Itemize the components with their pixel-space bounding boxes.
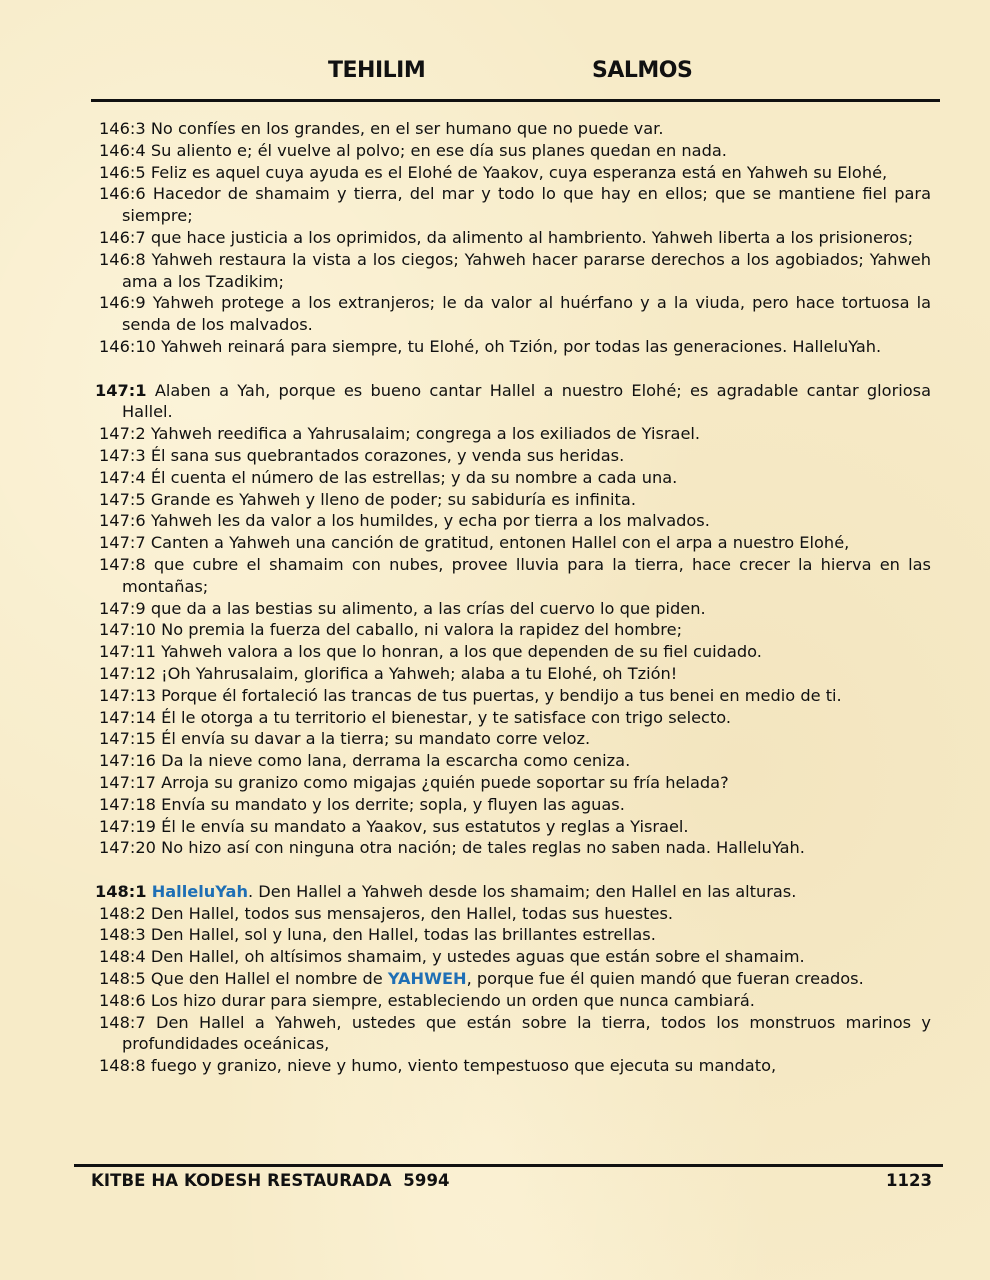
verse [95, 380, 931, 424]
header-title-right: SALMOS [592, 58, 693, 83]
verse [95, 750, 931, 772]
verse-number: 146:3 [99, 119, 146, 138]
section-gap [95, 859, 931, 881]
verse-number: 147:17 [99, 772, 156, 792]
verse-text: ¡Oh Yahrusalaim, glorifica a Yahweh; alaba a tu Elohé, oh Tzión! [161, 663, 678, 683]
page-header [0, 58, 990, 90]
verse [95, 924, 931, 946]
verse-text: Los hizo durar para siempre, estableciendo un orden que nunca cambiará. [150, 990, 755, 1010]
verse [95, 707, 931, 729]
verse-text: Den Hallel a Yahweh, ustedes que están sobre la tierra, todos los monstruos marinos y profundidades oceánicas, [122, 1012, 931, 1054]
verse [95, 554, 931, 598]
verse-number: 147:7 [99, 533, 146, 553]
verse [95, 1055, 931, 1077]
verse-number: 148:1 [95, 881, 147, 901]
verse-number: 147:1 [95, 380, 147, 400]
verse [95, 227, 931, 249]
verse-text: Feliz es aquel cuya ayuda es el Elohé de Yaakov, cuya esperanza está en Yahweh su Elohé, [150, 162, 888, 182]
verse-text: Yahweh valora a los que lo honran, a los que dependen de su fiel cuidado. [161, 642, 762, 662]
verse [95, 728, 931, 750]
verse-number: 147:19 [99, 816, 156, 836]
verse-text: Arroja su granizo como migajas ¿quién puede soportar su fría helada? [161, 772, 729, 792]
verse-text: Yahweh les da valor a los humildes, y echa por tierra a los malvados. [150, 511, 710, 531]
verse-number: 147:10 [99, 620, 156, 640]
verse-number: 148:6 [99, 990, 146, 1010]
verse-content [95, 118, 931, 1077]
verse [95, 990, 931, 1012]
verse [95, 837, 931, 859]
verse-number: 147:20 [99, 838, 156, 858]
verse-text: Él cuenta el número de las estrellas; y da su nombre a cada una. [150, 467, 678, 487]
verse-number: 147:15 [99, 729, 156, 749]
verse [95, 881, 931, 903]
verse [95, 489, 931, 511]
verse-number: 147:14 [99, 707, 156, 727]
verse-text: Canten a Yahweh una canción de gratitud, entonen Hallel con el arpa a nuestro Elohé, [150, 533, 850, 553]
verse-number: 146:10 [99, 336, 156, 356]
verse-text: No confíes en los grandes, en el ser humano que no puede var. [150, 119, 664, 138]
header-rule [91, 99, 940, 102]
verse [95, 1012, 931, 1056]
verse-number: 146:5 [99, 162, 146, 182]
verse-text: Yahweh restaura la vista a los ciegos; Yahweh hacer pararse derechos a los agobiados; Yahweh ama a los Tzadikim; [122, 249, 931, 291]
verse [95, 336, 931, 358]
verse-text: Alaben a Yah, porque es bueno cantar Hallel a nuestro Elohé; es agradable cantar gloriosa Hallel. [122, 380, 931, 422]
verse-text: Porque él fortaleció las trancas de tus puertas, y bendijo a tus benei en medio de ti. [161, 685, 842, 705]
verse [95, 140, 931, 162]
verse-number: 146:4 [99, 140, 146, 160]
verse-text: Él envía su davar a la tierra; su mandato corre veloz. [161, 729, 591, 749]
verse-number: 147:16 [99, 751, 156, 771]
verse-text: . Den Hallel a Yahweh desde los shamaim; den Hallel en las alturas. [248, 881, 797, 901]
footer-book-title: KITBE HA KODESH RESTAURADA 5994 [91, 1171, 450, 1190]
verse [95, 946, 931, 968]
verse [95, 183, 931, 227]
verse [95, 968, 931, 990]
verse-number: 147:6 [99, 511, 146, 531]
verse-number: 146:7 [99, 227, 146, 247]
verse-number: 146:6 [99, 184, 146, 204]
page-number: 1123 [886, 1171, 932, 1190]
verse [95, 118, 931, 140]
verse-text: Da la nieve como lana, derrama la escarcha como ceniza. [161, 751, 631, 771]
section-gap [95, 358, 931, 380]
verse-text: fuego y granizo, nieve y humo, viento tempestuoso que ejecuta su mandato, [150, 1056, 777, 1076]
verse-number: 147:9 [99, 598, 146, 618]
verse-number: 148:5 [99, 969, 146, 989]
verse [95, 772, 931, 794]
verse-text: Envía su mandato y los derrite; sopla, y fluyen las aguas. [161, 794, 625, 814]
footer-rule [74, 1164, 943, 1167]
verse [95, 532, 941, 554]
verse [95, 794, 931, 816]
verse-text: Den Hallel, todos sus mensajeros, den Hallel, todas sus huestes. [150, 903, 674, 923]
verse-text: Den Hallel, oh altísimos shamaim, y ustedes aguas que están sobre el shamaim. [150, 947, 805, 967]
highlighted-name: HalleluYah [151, 881, 248, 901]
verse [95, 903, 931, 925]
verse-text: Grande es Yahweh y lleno de poder; su sabiduría es infinita. [150, 489, 636, 509]
verse-number: 147:18 [99, 794, 156, 814]
verse-text: que hace justicia a los oprimidos, da alimento al hambriento. Yahweh liberta a los prisioneros; [150, 227, 914, 247]
verse-text: Su aliento e; él vuelve al polvo; en ese día sus planes quedan en nada. [150, 140, 727, 160]
verse-number: 146:8 [99, 249, 146, 269]
verse-number: 147:13 [99, 685, 156, 705]
verse-text: que da a las bestias su alimento, a las crías del cuervo lo que piden. [150, 598, 706, 618]
verse-number: 148:2 [99, 903, 146, 923]
verse-text: Él le otorga a tu territorio el bienestar, y te satisface con trigo selecto. [161, 707, 732, 727]
verse-number: 148:8 [99, 1056, 146, 1076]
verse-number: 147:12 [99, 663, 156, 683]
verse-number: 147:11 [99, 642, 156, 662]
verse [95, 445, 931, 467]
verse-number: 147:8 [99, 554, 146, 574]
verse [95, 510, 931, 532]
verse-text: Él le envía su mandato a Yaakov, sus estatutos y reglas a Yisrael. [161, 816, 689, 836]
verse-number: 148:7 [99, 1012, 146, 1032]
verse-number: 146:9 [99, 293, 146, 313]
verse [95, 816, 931, 838]
verse-text: que cubre el shamaim con nubes, provee lluvia para la tierra, hace crecer la hierva en las montañas; [122, 554, 931, 596]
highlighted-name: YAHWEH [387, 969, 467, 989]
verse [95, 619, 931, 641]
verse-number: 147:3 [99, 445, 146, 465]
verse-number: 147:2 [99, 424, 146, 444]
verse-text: No premia la fuerza del caballo, ni valora la rapidez del hombre; [161, 620, 683, 640]
verse-text: Que den Hallel el nombre de [150, 969, 388, 989]
verse-text: Él sana sus quebrantados corazones, y venda sus heridas. [150, 445, 625, 465]
verse [95, 423, 931, 445]
verse [95, 641, 931, 663]
verse-number: 148:4 [99, 947, 146, 967]
verse [95, 162, 931, 184]
verse [95, 685, 931, 707]
verse-text: No hizo así con ninguna otra nación; de tales reglas no saben nada. HalleluYah. [161, 838, 805, 858]
verse-number: 147:5 [99, 489, 146, 509]
verse [95, 663, 931, 685]
verse-text: , porque fue él quien mandó que fueran creados. [466, 969, 864, 989]
verse-text: Hacedor de shamaim y tierra, del mar y todo lo que hay en ellos; que se mantiene fiel para siempre; [122, 184, 931, 226]
verse-text: Yahweh protege a los extranjeros; le da valor al huérfano y a la viuda, pero hace tortuosa la senda de los malvados. [122, 293, 931, 335]
verse [95, 598, 931, 620]
verse-text: Yahweh reedifica a Yahrusalaim; congrega a los exiliados de Yisrael. [150, 424, 701, 444]
verse-number: 148:3 [99, 925, 146, 945]
header-title-left: TEHILIM [328, 58, 426, 83]
verse [95, 249, 931, 293]
verse [95, 292, 931, 336]
verse [95, 467, 931, 489]
verse-number: 147:4 [99, 467, 146, 487]
verse-text: Yahweh reinará para siempre, tu Elohé, oh Tzión, por todas las generaciones. HalleluYah. [161, 336, 882, 356]
verse-text: Den Hallel, sol y luna, den Hallel, todas las brillantes estrellas. [150, 925, 656, 945]
